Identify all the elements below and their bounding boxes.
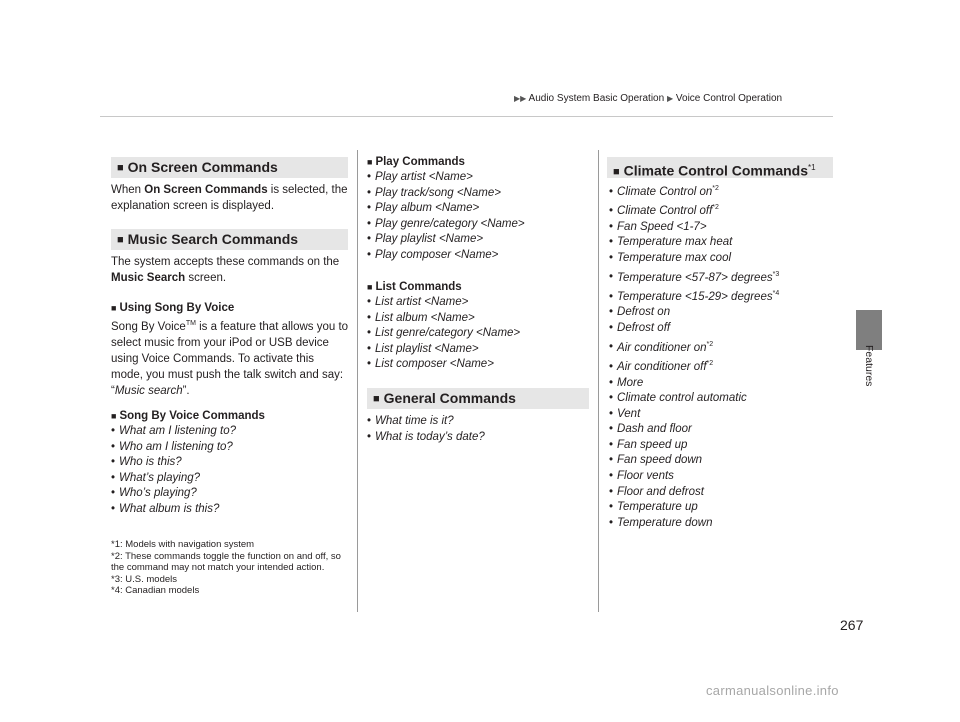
list-item: • More: [609, 376, 779, 392]
list-item: • Climate Control $on^{*2}$: [609, 181, 779, 200]
subheading-square-icon: ■: [367, 282, 373, 292]
subheading-list-commands: ■ List Commands: [367, 281, 462, 293]
subheading-square-icon: ■: [111, 303, 117, 313]
list-item: • Temperature <57-87> degrees$^{*3}$: [609, 267, 779, 286]
climate-command-list: [609, 181, 779, 531]
general-command-list: [367, 414, 485, 445]
breadcrumb: [514, 93, 782, 104]
subheading-square-icon: ■: [111, 411, 117, 421]
on-screen-description: When On Screen Commands is selected, the explanation screen is displayed.: [111, 184, 348, 212]
list-item: • Play album <Name>: [367, 201, 525, 217]
list-item: • Fan speed up: [609, 438, 779, 454]
column-divider: [598, 150, 599, 612]
breadcrumb-arrow-icon: ▶▶: [514, 94, 527, 103]
list-item: • Play composer <Name>: [367, 248, 525, 264]
list-item: • Air conditioner off$^{*2}$: [609, 356, 779, 375]
watermark: carmanualsonline.info: [706, 683, 839, 698]
list-item: • Who’s playing?: [111, 486, 236, 502]
section-header-general: ■ General Commands: [367, 388, 589, 409]
breadcrumb-arrow-icon: ▶: [666, 94, 674, 103]
column-divider: [357, 150, 358, 612]
section-header-music-search: ■ Music Search Commands: [111, 229, 348, 250]
list-command-list: [367, 295, 520, 373]
list-item: • Temperature up: [609, 500, 779, 516]
section-header-climate: ■ Climate Control Commands$^{*1}$: [607, 157, 833, 178]
list-item: • What am I listening to?: [111, 424, 236, 440]
list-item: • Temperature <15-29> degrees$^{*4}$: [609, 286, 779, 305]
list-item: • Climate Control off$^{*2}$: [609, 200, 779, 219]
list-item: • Dash and floor: [609, 422, 779, 438]
list-item: • Climate control automatic: [609, 391, 779, 407]
list-item: • Defrost on: [609, 305, 779, 321]
song-by-voice-command-list: [111, 424, 236, 518]
subheading-song-by-voice-commands: ■ Song By Voice Commands: [111, 410, 265, 422]
page-number: 267: [840, 617, 864, 633]
list-item: • Play track/song <Name>: [367, 186, 525, 202]
side-tab-label: Features: [863, 345, 875, 387]
list-item: • List genre/category <Name>: [367, 326, 520, 342]
list-item: • List composer <Name>: [367, 357, 520, 373]
section-square-icon: ■: [373, 393, 380, 405]
list-item: • Play genre/category <Name>: [367, 217, 525, 233]
song-by-voice-description: Song By Voice™ is a feature that allows you to select music from your iPod or USB device using Voice Commands. To activate this mode, you must push the talk switch and say: “Music search”.: [111, 320, 349, 397]
subheading-play-commands: ■ Play Commands: [367, 156, 465, 168]
breadcrumb-item-voice-control[interactable]: Voice Control Operation: [675, 93, 783, 104]
list-item: • Play playlist <Name>: [367, 232, 525, 248]
section-square-icon: ■: [117, 234, 124, 246]
header-divider: [100, 116, 833, 117]
section-square-icon: ■: [613, 165, 620, 178]
list-item: • Temperature max heat: [609, 235, 779, 251]
list-item: • What’s playing?: [111, 471, 236, 487]
list-item: • Fan Speed <1-7>: [609, 220, 779, 236]
list-item: • Defrost off: [609, 321, 779, 337]
footnote: *3: U.S. models: [111, 573, 177, 585]
breadcrumb-item-audio[interactable]: Audio System Basic Operation: [528, 93, 665, 104]
list-item: • List album <Name>: [367, 311, 520, 327]
subheading-square-icon: ■: [367, 157, 373, 167]
list-item: • Who am I listening to?: [111, 440, 236, 456]
footnotes: [111, 539, 351, 597]
list-item: • Floor vents: [609, 469, 779, 485]
footnote: *4: Canadian models: [111, 585, 200, 596]
list-item: • Vent: [609, 407, 779, 423]
music-search-description: The system accepts these commands on the Music Search screen.: [111, 256, 340, 284]
list-item: • Who is this?: [111, 455, 236, 471]
subheading-using-song-by-voice: ■ Using Song By Voice: [111, 302, 235, 314]
list-item: • Air conditioner $on^{*2}$: [609, 337, 779, 356]
footnote: *2: These commands toggle the function on and off, so the command may not match your intended action.: [111, 550, 341, 573]
section-square-icon: ■: [117, 162, 124, 174]
side-tab-marker: [856, 310, 882, 350]
list-item: • List artist <Name>: [367, 295, 520, 311]
play-command-list: [367, 170, 525, 264]
list-item: • What is today’s date?: [367, 430, 485, 446]
list-item: • What time is it?: [367, 414, 485, 430]
list-item: • Floor and defrost: [609, 485, 779, 501]
footnote: *1: Models with navigation system: [111, 539, 255, 550]
list-item: • List playlist <Name>: [367, 342, 520, 358]
list-item: • Fan speed down: [609, 453, 779, 469]
list-item: • Temperature max cool: [609, 251, 779, 267]
section-header-on-screen: ■ On Screen Commands: [111, 157, 348, 178]
list-item: • What album is this?: [111, 502, 236, 518]
list-item: • Play artist <Name>: [367, 170, 525, 186]
list-item: • Temperature down: [609, 516, 779, 532]
